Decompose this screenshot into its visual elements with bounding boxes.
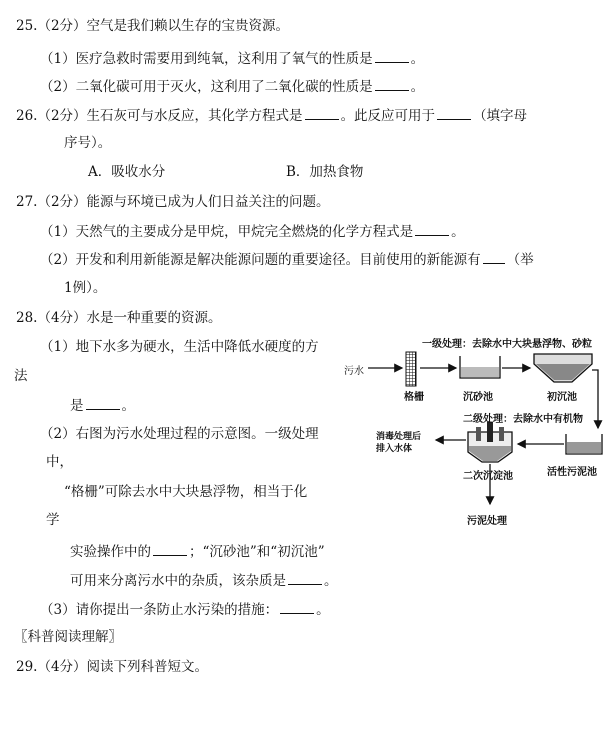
q28-part2-line3: “格栅”可除去水中大块悬浮物，相当于化 <box>64 484 308 500</box>
answer-blank <box>280 600 314 614</box>
q28-part2-line5-a: 实验操作中的 <box>70 544 151 560</box>
flow-arrow <box>592 370 598 428</box>
q28-part2-line5 <box>70 542 325 561</box>
q28-part1-line2: 法 <box>14 368 28 384</box>
q26-stem-line2: 序号）。 <box>64 135 112 151</box>
q28-part2-line5-b: ；“沉砂池”和“初沉池” <box>189 544 325 560</box>
q27-part2 <box>40 250 534 269</box>
section-heading: 〖科普阅读理解〗 <box>14 629 122 645</box>
answer-blank <box>375 49 409 63</box>
q27-part2-line2: 1例）。 <box>64 280 107 296</box>
punct: 。 <box>410 51 425 67</box>
q28-part2-line1: （2）右图为污水处理过程的示意图。一级处理 <box>40 426 319 442</box>
sewage-label: 污水 <box>344 366 364 377</box>
q28-part2-line4: 学 <box>46 512 60 528</box>
q29-stem: 29.（4分）阅读下列科普短文。 <box>16 659 209 675</box>
answer-blank <box>415 222 449 236</box>
q26-stem <box>16 106 527 125</box>
secondary-treatment-label: 二级处理：去除水中有机物 <box>463 414 583 425</box>
q25-part1-text: （1）医疗急救时需要用到纯氧，这利用了氧气的性质是 <box>40 51 373 67</box>
q27-stem: 27.（2分）能源与环境已成为人们日益关注的问题。 <box>16 194 330 210</box>
answer-blank <box>437 106 471 120</box>
q28-part1-line3-text: 是 <box>70 398 84 414</box>
q28-part2-line6 <box>70 571 338 590</box>
sewage-treatment-diagram <box>340 330 606 530</box>
primary-treatment-label: 一级处理：去除水中大块悬浮物、砂粒 <box>422 339 592 350</box>
grid-screen-shape <box>406 352 416 386</box>
sludge-tank-label: 活性污泥池 <box>547 467 597 478</box>
answer-blank <box>483 250 505 264</box>
q28-part2-line6-text: 可用来分离污水中的杂质，该杂质是 <box>70 573 286 589</box>
grit-chamber-label: 沉砂池 <box>463 392 493 403</box>
disinfect-label-2: 排入水体 <box>376 444 413 454</box>
q27-part1-text: （1）天然气的主要成分是甲烷，甲烷完全燃烧的化学方程式是 <box>40 224 414 240</box>
q26-option-a: A．吸收水分 <box>88 164 166 180</box>
q28-stem: 28.（4分）水是一种重要的资源。 <box>16 310 222 326</box>
q26-stem-b: 。此反应可用于 <box>340 108 436 124</box>
activated-sludge-tank-shape <box>567 442 601 453</box>
q28-part3-text: （3）请你提出一条防止水污染的措施： <box>40 602 279 618</box>
answer-blank <box>86 396 120 410</box>
punct: （举 <box>506 252 534 268</box>
disinfect-label-1: 消毒处理后 <box>376 432 422 442</box>
q25-stem: 25.（2分）空气是我们赖以生存的宝贵资源。 <box>16 18 290 34</box>
initial-tank-label: 初沉池 <box>547 392 577 403</box>
answer-blank <box>288 571 322 585</box>
q25-part1 <box>40 49 424 68</box>
q26-stem-a: 26.（2分）生石灰可与水反应，其化学方程式是 <box>16 108 303 124</box>
punct: 。 <box>121 398 135 414</box>
punct: 。 <box>451 224 465 240</box>
q26-stem-c: （填字母 <box>473 108 528 124</box>
answer-blank <box>153 542 187 556</box>
grit-chamber-shape <box>461 367 499 377</box>
sludge-treatment-label: 污泥处理 <box>467 516 507 527</box>
punct: 。 <box>410 79 425 95</box>
q25-part2 <box>40 77 424 96</box>
answer-blank <box>305 106 339 120</box>
answer-blank <box>375 77 409 91</box>
punct: 。 <box>316 602 330 618</box>
q27-part1 <box>40 222 465 241</box>
grid-label: 格栅 <box>404 392 424 403</box>
clarifier-label: 二次沉淀池 <box>463 471 513 482</box>
punct: 。 <box>324 573 338 589</box>
q27-part2-text: （2）开发和利用新能源是解决能源问题的重要途径。目前使用的新能源有 <box>40 252 481 268</box>
q26-option-b: B．加热食物 <box>286 164 364 180</box>
q28-part1-line1: （1）地下水多为硬水，生活中降低水硬度的方 <box>40 339 319 355</box>
q28-part2-line2: 中， <box>46 454 73 470</box>
q28-part1-line3 <box>70 396 135 415</box>
q28-part3 <box>40 600 330 619</box>
q25-part2-text: （2）二氧化碳可用于灭火，这利用了二氧化碳的性质是 <box>40 79 373 95</box>
